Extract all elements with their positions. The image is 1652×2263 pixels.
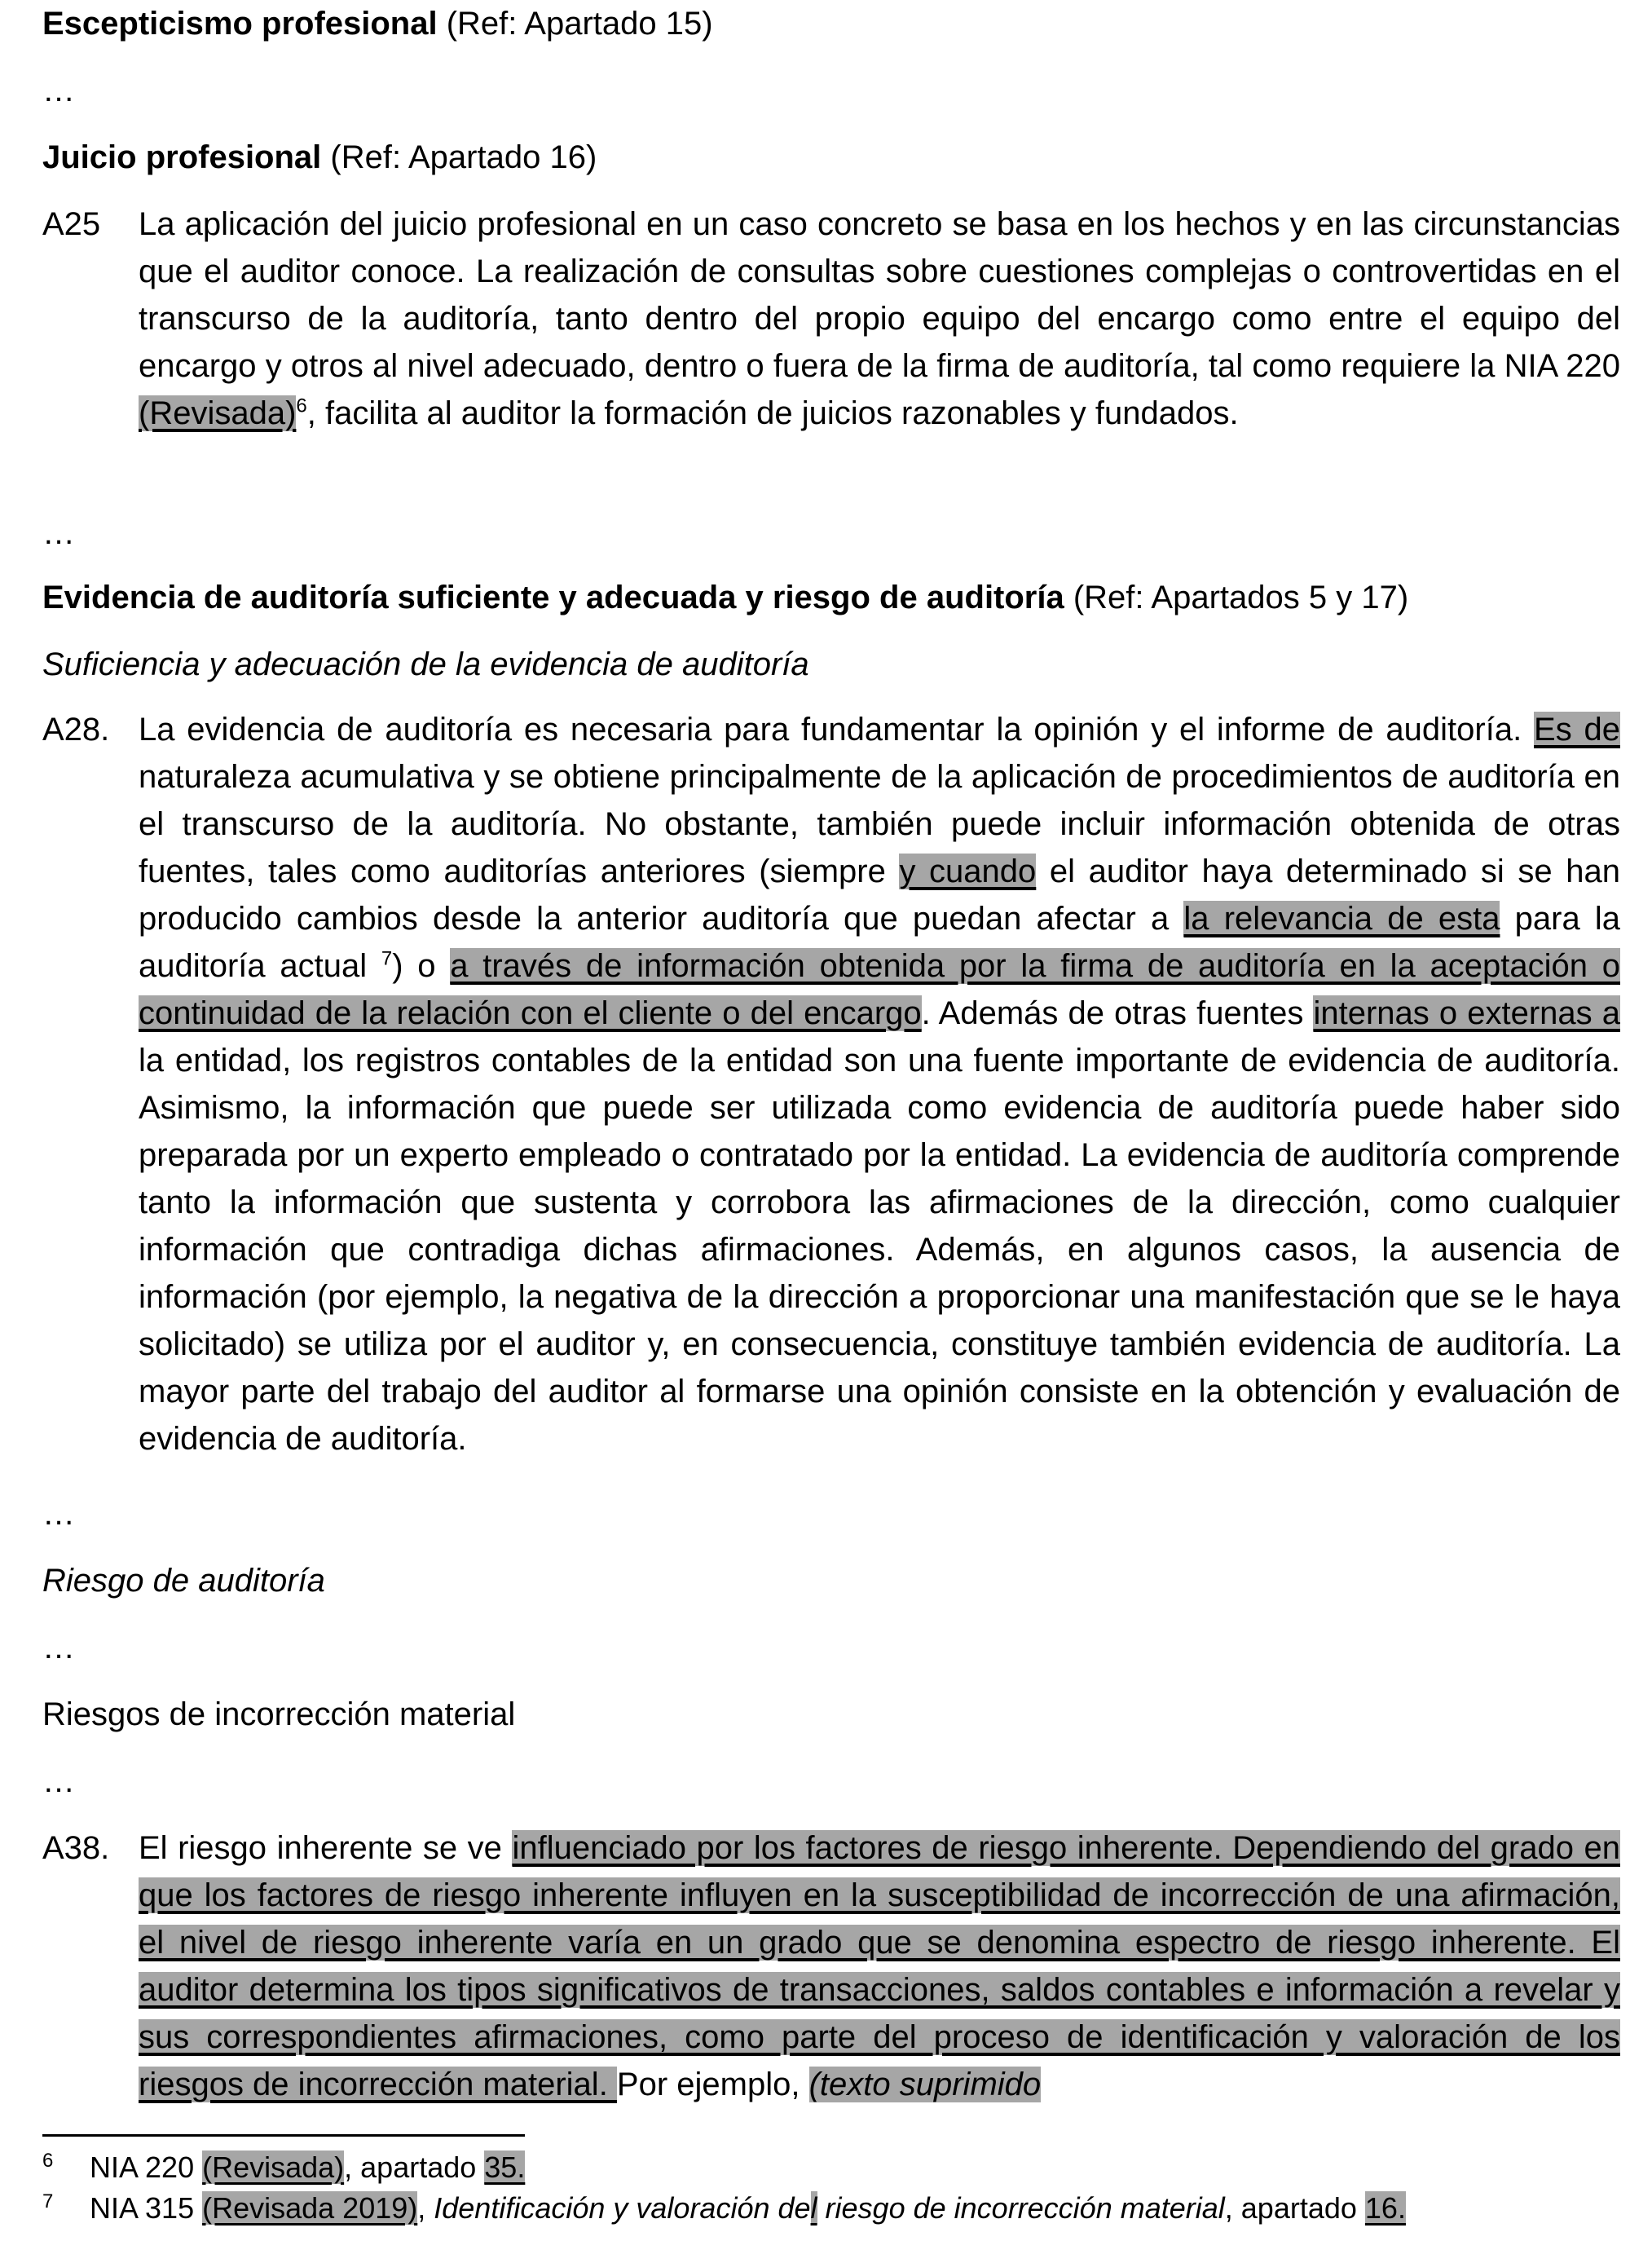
subheading-riesgo-auditoria: Riesgo de auditoría xyxy=(42,1563,325,1599)
ellipsis: … xyxy=(42,1763,75,1799)
paragraph-number: A28. xyxy=(42,712,110,748)
subheading-riesgos-incorreccion: Riesgos de incorrección material xyxy=(42,1696,516,1732)
paragraph-text: La aplicación del juicio profesional en un caso concreto se basa en los hechos y en las circunstancias que el auditor conoce. La realización de consultas sobre cuestiones complejas o controvertidas en el transcurso de la auditoría, tanto dentro del propio equipo del encargo como entre el equipo del encargo y otros al nivel adecuado, dentro o fuera de la firma de auditoría, tal como requiere la NIA 220 (Revisada)$^6$, facilita al auditor la formación de juicios razonables y fundados. xyxy=(139,206,1620,431)
heading-juicio: Juicio profesional (Ref: Apartado 16) xyxy=(42,139,597,175)
paragraph-text: La evidencia de auditoría es necesaria para fundamentar la opinión y el informe de auditoría. Es de naturaleza acumulativa y se obtiene principalmente de la aplicación de procedimientos de auditoría en el transcurso de la auditoría. No obstante, también puede incluir información obtenida de otras fuentes, tales como auditorías anteriores (siempre y cuando el auditor haya determinado si se han producido cambios desde la anterior auditoría que puedan afectar a la relevancia de esta para la auditoría actual $^7$) o a través de información obtenida por la firma de auditoría en la aceptación o continuidad de la relación con el cliente o del encargo. Además de otras fuentes internas o externas a la entidad, los registros contables de la entidad son una fuente importante de evidencia de auditoría. Asimismo, la información que puede ser utilizada como evidencia de auditoría puede haber sido preparada por un experto empleado o contratado por la entidad. La evidencia de auditoría comprende tanto la información que sustenta y corrobora las afirmaciones de la dirección, como cualquier información que contradiga dichas afirmaciones. Además, en algunos casos, la ausencia de información (por ejemplo, la negativa de la dirección a proporcionar una manifestación que se le haya solicitado) se utiliza por el auditor y, en consecuencia, constituye también evidencia de auditoría. La mayor parte del trabajo del auditor al formarse una opinión consiste en la obtención y evaluación de evidencia de auditoría. xyxy=(139,712,1621,1457)
ellipsis: … xyxy=(42,73,75,108)
subheading-suficiencia: Suficiencia y adecuación de la evidencia de auditoría xyxy=(42,646,809,682)
heading-escepticismo: Escepticismo profesional (Ref: Apartado 15) xyxy=(42,6,713,42)
paragraph-number: A25 xyxy=(42,206,101,242)
footnote-text: NIA 315 (Revisada 2019), Identificación y valoración del riesgo de incorrección material, apartado 16. xyxy=(90,2191,1406,2225)
paragraph-number: A38. xyxy=(42,1830,110,1866)
footnote-ref: 6 xyxy=(296,395,307,417)
ellipsis: … xyxy=(42,1496,75,1532)
paragraph-text: El riesgo inherente se ve influenciado por los factores de riesgo inherente. Dependiendo del grado en que los factores de riesgo inherente influyen en la susceptibilidad de incorrección de una afirmación, el nivel de riesgo inherente varía en un grado que se denomina espectro de riesgo inherente. El auditor determina los tipos significativos de transacciones, saldos contables e información a revelar y sus correspondientes afirmaciones, como parte del proceso de identificación y valoración de los riesgos de incorrección material. Por ejemplo, (texto suprimido xyxy=(139,1830,1620,2102)
heading-evidencia: Evidencia de auditoría suficiente y adecuada y riesgo de auditoría (Ref: Apartados 5 y 17) xyxy=(42,580,1409,615)
ellipsis: … xyxy=(42,515,75,551)
footnote-divider xyxy=(42,2134,525,2137)
footnote-number: 6 xyxy=(42,2150,54,2172)
footnote-ref: 7 xyxy=(381,947,393,970)
ellipsis: … xyxy=(42,1630,75,1665)
footnote-number: 7 xyxy=(42,2190,54,2212)
footnote-text: NIA 220 (Revisada), apartado 35. xyxy=(90,2151,526,2184)
